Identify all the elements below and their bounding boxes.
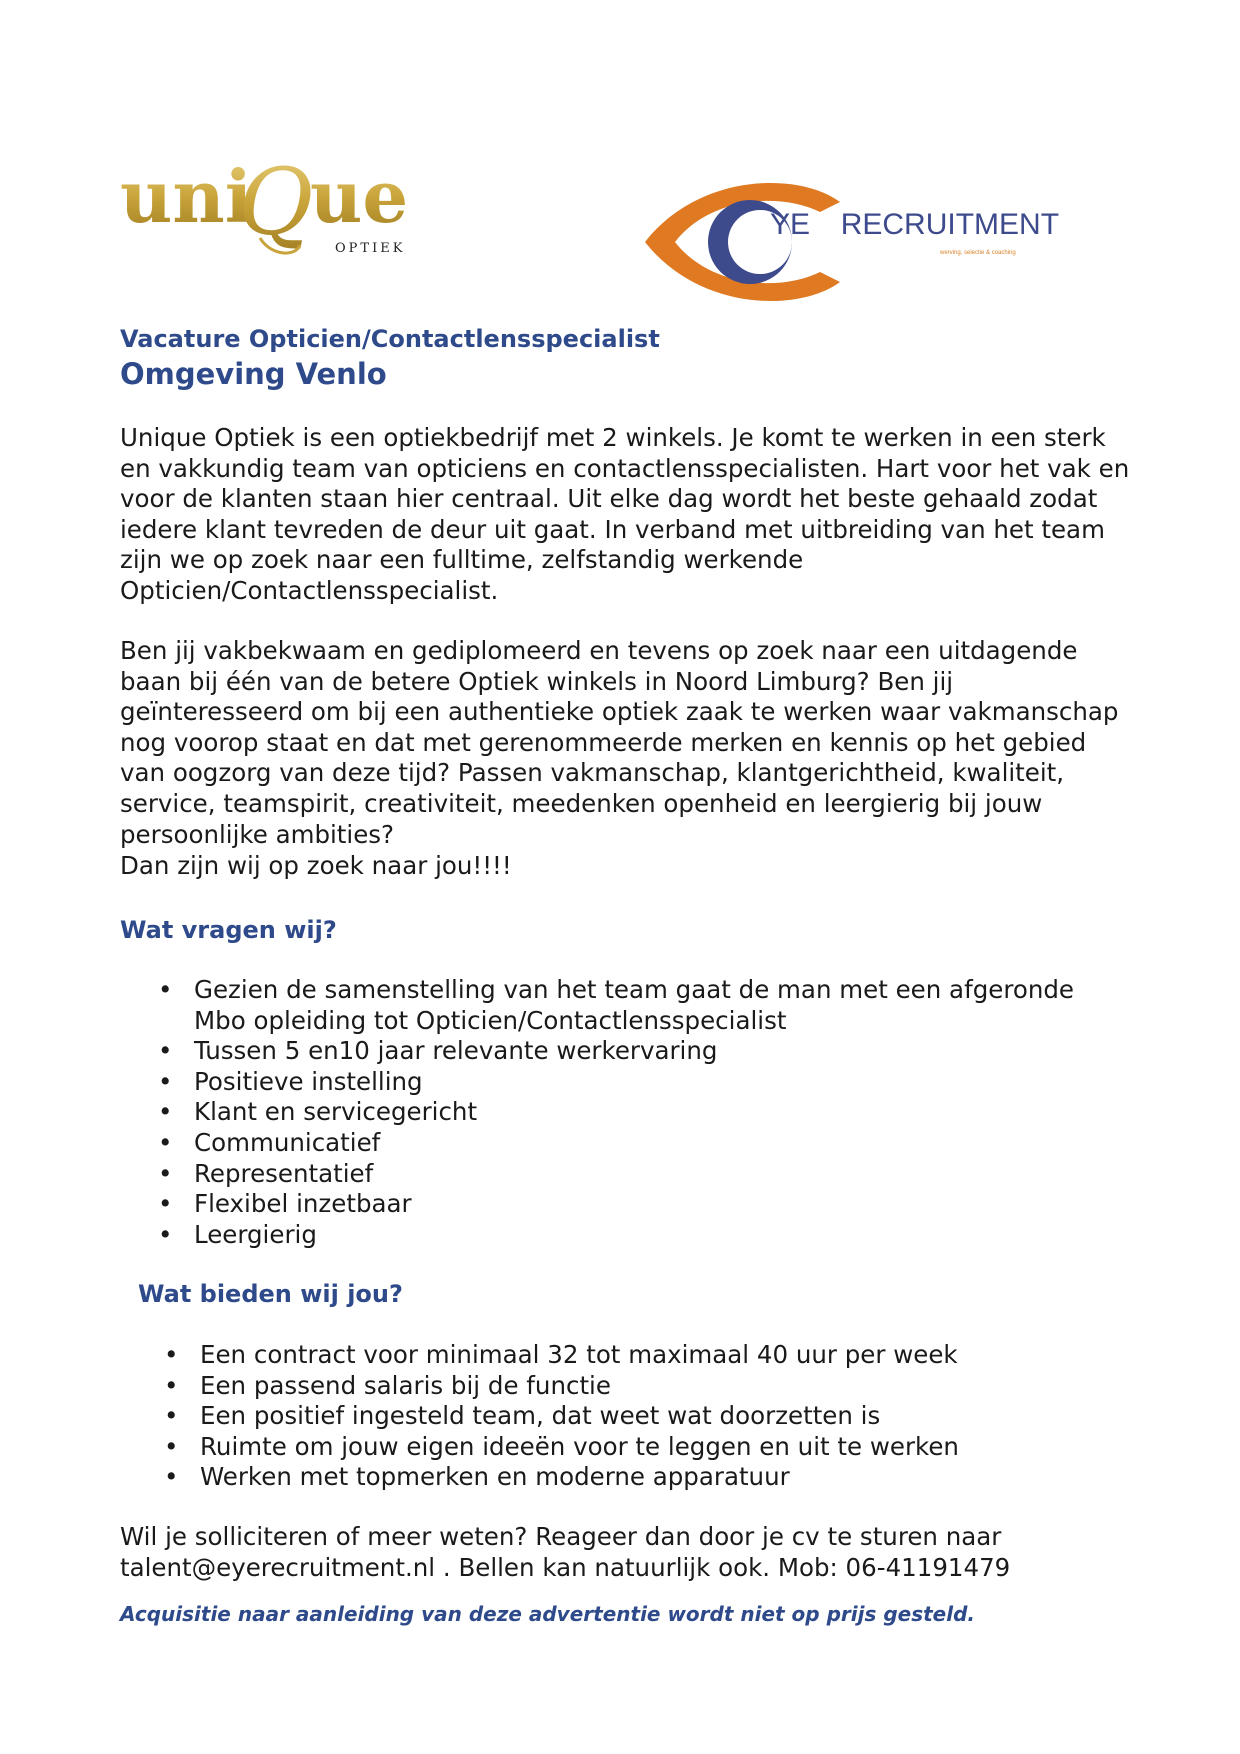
list-item: • Leergierig bbox=[158, 1219, 317, 1249]
list-item: • Tussen 5 en10 jaar relevante werkervaring bbox=[158, 1036, 718, 1066]
offer-heading: Wat bieden wij jou? bbox=[138, 1280, 403, 1308]
intro-paragraph-2: Ben jij vakbekwaam en gediplomeerd en tevens op zoek naar een uitdagende baan bij één van de betere Optiek winkels in Noord Limburg? Ben jij geïnteresseerd om bij een authentieke optiek zaak te werken waar vakmanschap nog voorop staat en dat met gerenommeerde merken en kennis op het gebied van oogzorg van deze tijd? Passen vakmanschap, klantgerichtheid, kwaliteit, service, teamspirit, creativiteit, meedenken openheid en leergierig bij jouw persoonlijke ambities? bbox=[120, 636, 1119, 849]
eye-wordmark-ye: YE bbox=[770, 208, 811, 241]
requirements-list bbox=[158, 975, 1128, 1250]
bullet-icon: • bbox=[164, 1370, 179, 1400]
bullet-icon: • bbox=[164, 1340, 179, 1369]
list-item: • Een positief ingesteld team, dat weet wat doorzetten is bbox=[164, 1401, 881, 1431]
bullet-icon: • bbox=[164, 1401, 179, 1431]
bullet-icon: • bbox=[164, 1431, 179, 1461]
svg-text:ue: ue bbox=[310, 154, 409, 239]
list-item: • Communicatief bbox=[158, 1127, 381, 1157]
list-item: • Positieve instelling bbox=[158, 1066, 423, 1096]
list-item: • Flexibel inzetbaar bbox=[158, 1189, 412, 1219]
vacancy-title: Vacature Opticien/Contactlensspecialist bbox=[120, 325, 660, 353]
bullet-icon: • bbox=[158, 1127, 173, 1157]
apply-phone-text: . Bellen kan natuurlijk ook. Mob: 06-41191479 bbox=[435, 1552, 1011, 1582]
bullet-icon: • bbox=[164, 1462, 179, 1492]
list-item: • Een passend salaris bij de functie bbox=[164, 1370, 611, 1400]
intro-closing: Dan zijn wij op zoek naar jou!!!! bbox=[120, 851, 512, 880]
apply-paragraph bbox=[120, 1522, 1130, 1583]
intro-paragraph-1: Unique Optiek is een optiekbedrijf met 2 winkels. Je komt te werken in een sterk en vakkundig team van opticiens en contactlensspecialisten. Hart voor het vak en voor de klanten staan hier centraal. Uit elke dag wordt het beste gehaald zodat iedere klant tevreden de deur uit gaat. In verband met uitbreiding van het team zijn we op zoek naar een fulltime, zelfstandig werkende Opticien/Contactlensspecialist. bbox=[120, 423, 1130, 605]
bullet-icon: • bbox=[158, 1158, 173, 1188]
eye-recruitment-wordmark bbox=[770, 208, 1059, 242]
acquisition-note: Acquisitie naar aanleiding van deze advertentie wordt niet op prijs gesteld. bbox=[120, 1602, 976, 1626]
bullet-icon: • bbox=[158, 1219, 173, 1249]
eye-recruitment-tagline: werving, selectie & coaching bbox=[940, 250, 1016, 256]
eye-wordmark-recruitment: RECRUITMENT bbox=[840, 208, 1060, 241]
bullet-icon: • bbox=[158, 1036, 173, 1066]
bullet-icon: • bbox=[158, 1066, 173, 1096]
bullet-icon: • bbox=[158, 1097, 173, 1127]
offer-list bbox=[164, 1340, 1134, 1493]
svg-text:Q: Q bbox=[238, 150, 314, 256]
list-item: • Klant en servicegericht bbox=[158, 1097, 478, 1127]
list-item: • Gezien de samenstelling van het team gaat de man met een afgeronde Mbo opleiding tot Opticien/Contactlensspecialist bbox=[158, 975, 1074, 1035]
bullet-icon: • bbox=[158, 1189, 173, 1219]
svg-text:uni: uni bbox=[120, 154, 253, 239]
apply-text: Wil je solliciteren of meer weten? Reageer dan door je cv te sturen naar bbox=[120, 1522, 1002, 1551]
eye-recruitment-logo bbox=[640, 182, 1080, 302]
apply-email-link[interactable]: talent@eyerecruitment.nl bbox=[120, 1552, 436, 1582]
unique-tagline: OPTIEK bbox=[335, 241, 406, 256]
list-item: • Ruimte om jouw eigen ideeën voor te leggen en uit te werken bbox=[164, 1431, 959, 1461]
list-item: • Representatief bbox=[158, 1158, 374, 1188]
list-item: • Werken met topmerken en moderne apparatuur bbox=[164, 1462, 790, 1492]
requirements-heading: Wat vragen wij? bbox=[120, 916, 337, 944]
list-item: • Een contract voor minimaal 32 tot maximaal 40 uur per week bbox=[164, 1340, 958, 1369]
vacancy-location: Omgeving Venlo bbox=[120, 357, 387, 391]
unique-optiek-logo bbox=[120, 150, 470, 265]
bullet-icon: • bbox=[158, 975, 173, 1004]
